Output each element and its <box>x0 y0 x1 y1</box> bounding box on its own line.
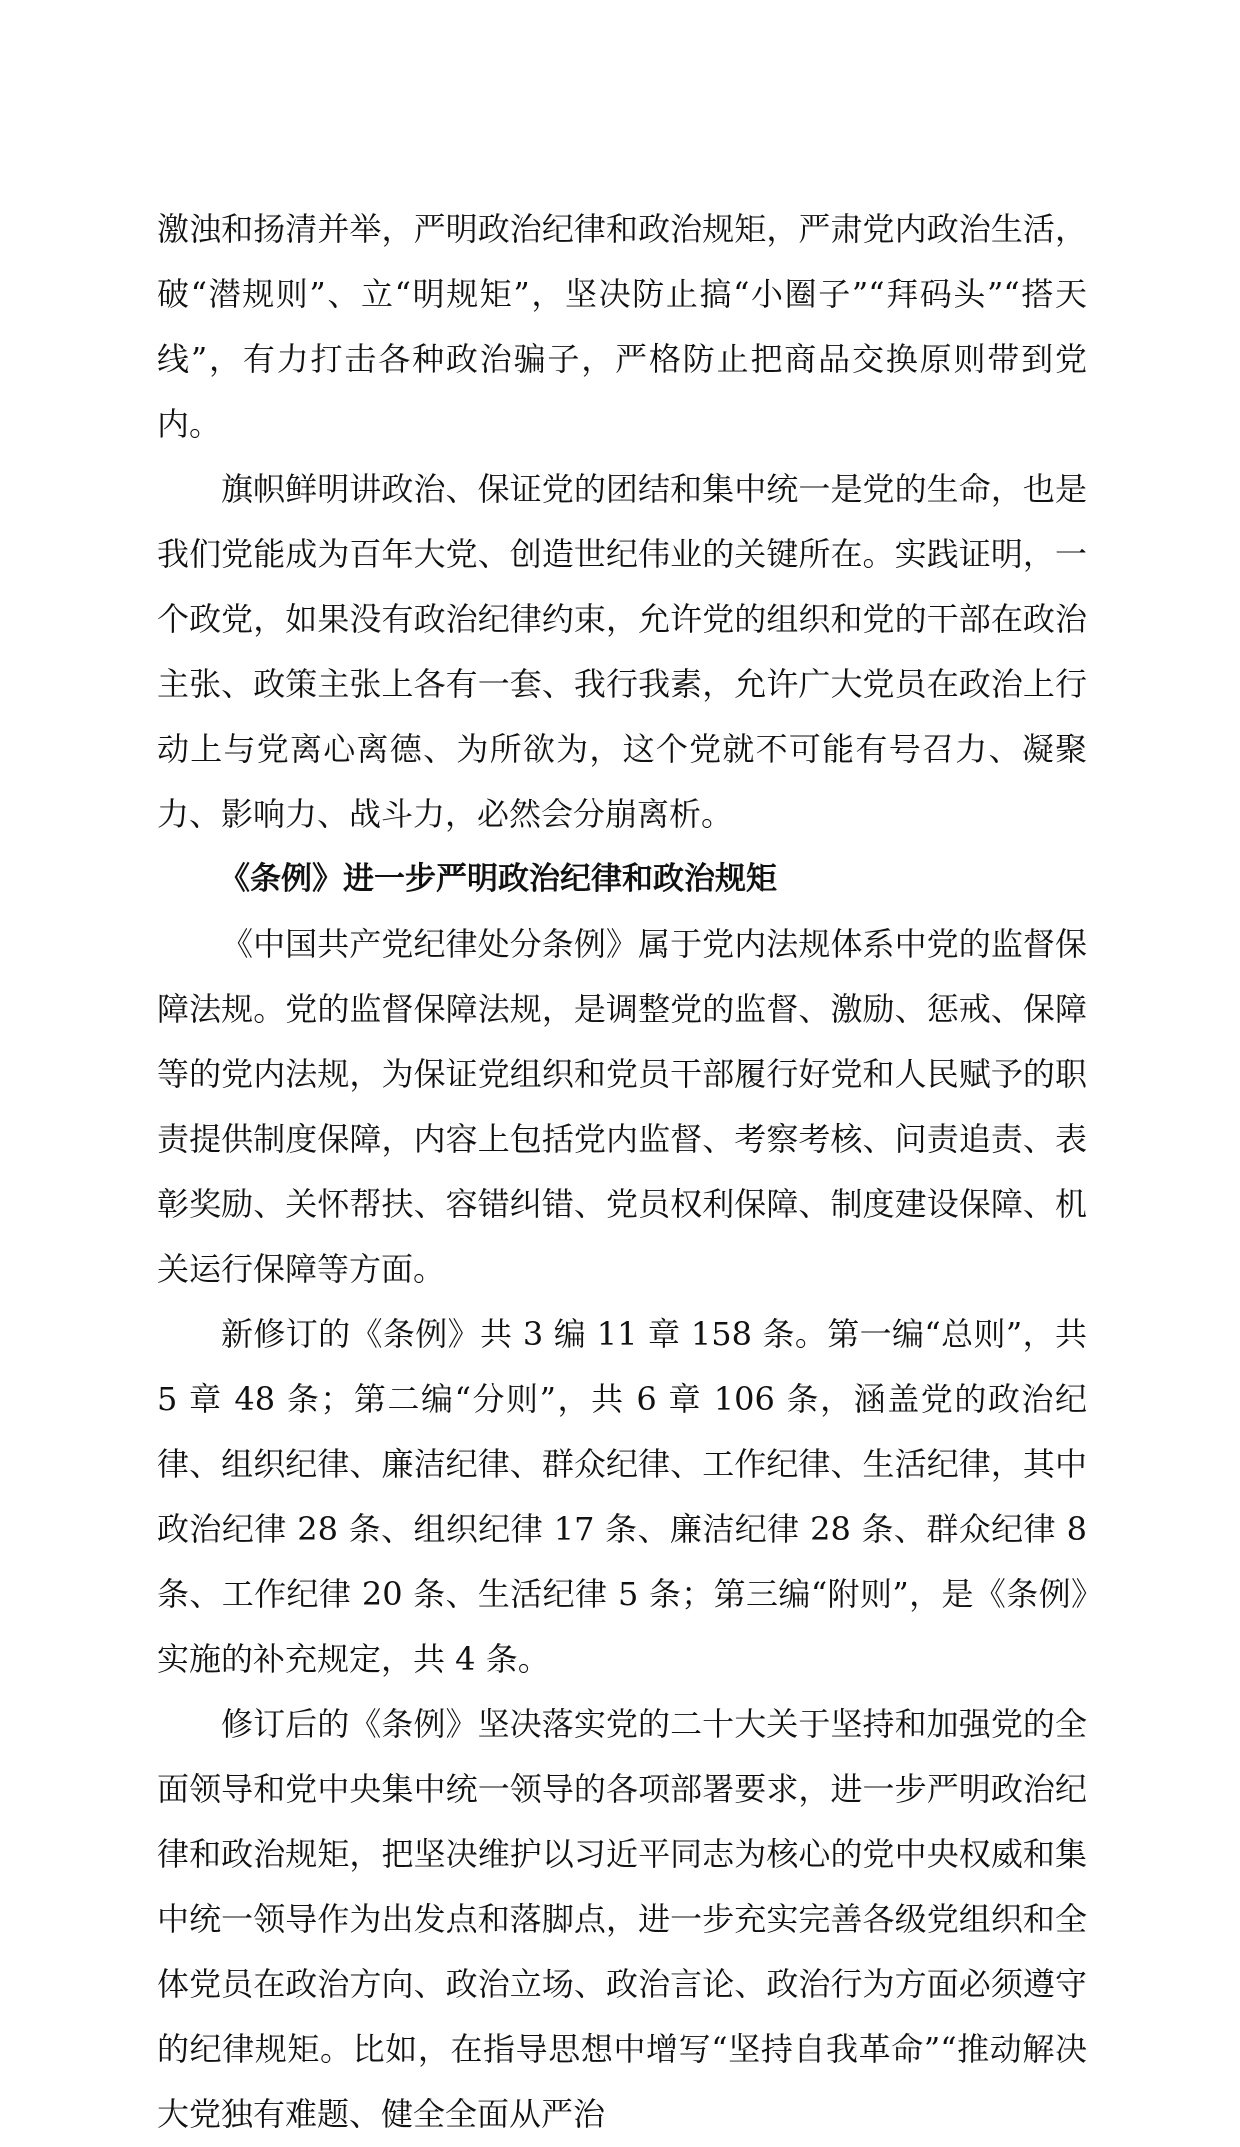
paragraph-regulation-category: 《中国共产党纪律处分条例》属于党内法规体系中党的监督保障法规。党的监督保障法规，是调整党的监督、激励、惩戒、保障等的党内法规，为保证党组织和党员干部履行好党和人民赋予的职责提供制度保障，内容上包括党内监督、考察考核、问责追责、表彰奖励、关怀帮扶、容错纠错、党员权利保障、制度建设保障、机关运行保障等方面。 <box>157 925 1087 1288</box>
paragraph-party-unity: 旗帜鲜明讲政治、保证党的团结和集中统一是党的生命，也是我们党能成为百年大党、创造世纪伟业的关键所在。实践证明，一个政党，如果没有政治纪律约束，允许党的组织和党的干部在政治主张、政策主张上各有一套、我行我素，允许广大党员在政治上行动上与党离心离德、为所欲为，这个党就不可能有号召力、凝聚力、影响力、战斗力，必然会分崩离析。 <box>157 470 1087 833</box>
paragraph-revision-goals: 修订后的《条例》坚决落实党的二十大关于坚持和加强党的全面领导和党中央集中统一领导的各项部署要求，进一步严明政治纪律和政治规矩，把坚决维护以习近平同志为核心的党中央权威和集中统一领导作为出发点和落脚点，进一步充实完善各级党组织和全体党员在政治方向、政治立场、政治言论、政治行为方面必须遵守的纪律规矩。比如，在指导思想中增写“坚持自我革命”“推动解决大党独有难题、健全全面从严治 <box>157 1705 1087 2133</box>
document-body <box>157 197 1087 2147</box>
section-heading: 《条例》进一步严明政治纪律和政治规矩 <box>219 861 777 897</box>
paragraph-regulation-structure: 新修订的《条例》共 3 编 11 章 158 条。第一编“总则”，共 5 章 48 条；第二编“分则”，共 6 章 106 条，涵盖党的政治纪律、组织纪律、廉洁纪律、群众纪律、工作纪律、生活纪律，其中政治纪律 28 条、组织纪律 17 条、廉洁纪律 28 条、群众纪律 8 条、工作纪律 20 条、生活纪律 5 条；第三编“附则”，是《条例》实施的补充规定，共 4 条。 <box>157 1315 1087 1678</box>
paragraph-continuation: 激浊和扬清并举，严明政治纪律和政治规矩，严肃党内政治生活，破“潜规则”、立“明规矩”，坚决防止搞“小圈子”“拜码头”“搭天线”，有力打击各种政治骗子，严格防止把商品交换原则带到党内。 <box>157 210 1087 443</box>
